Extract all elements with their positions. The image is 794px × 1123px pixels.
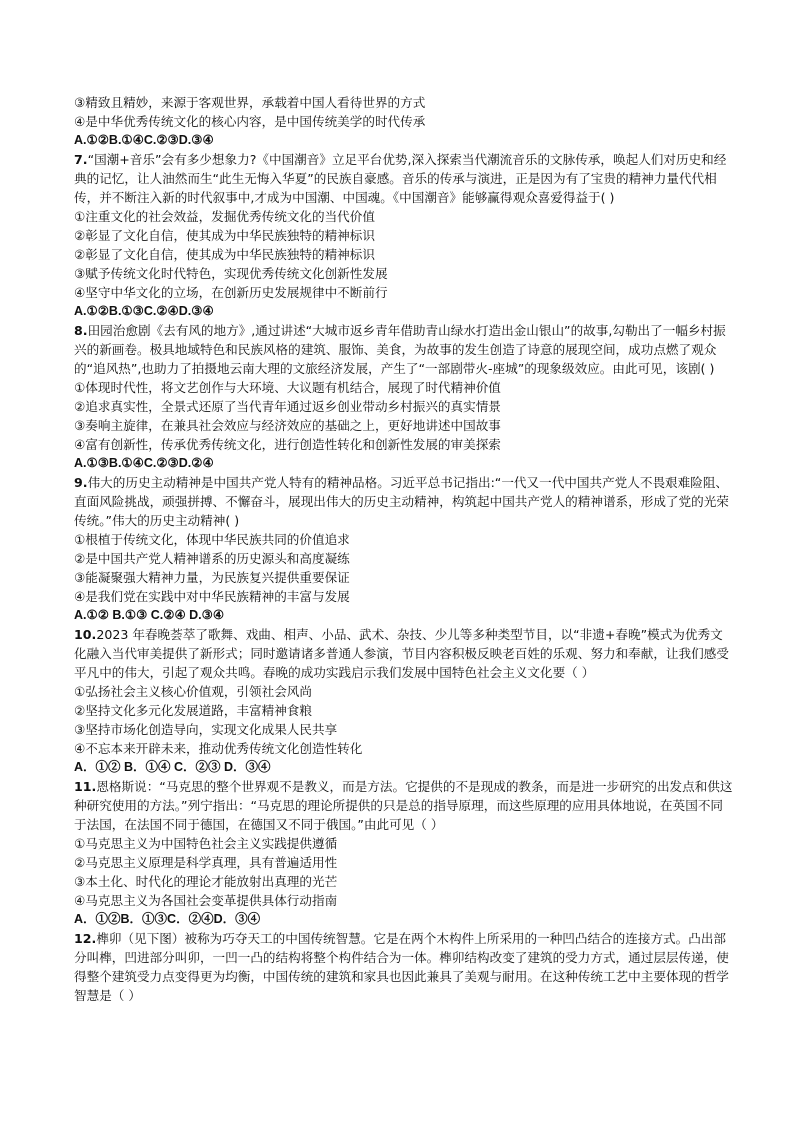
option-line: ②马克思主义原理是科学真理，具有普遍适用性 — [74, 855, 338, 870]
option-line: ④富有创新性，传承优秀传统文化，进行创造性转化和创新性发展的审美探索 — [74, 437, 501, 452]
option-line: ④马克思主义为各国社会变革提供具体行动指南 — [74, 893, 338, 908]
option-line: ④是我们党在实践中对中华民族精神的丰富与发展 — [74, 589, 350, 604]
option-line: ①体现时代性，将文艺创作与大环境、大议题有机结合，展现了时代精神价值 — [74, 380, 501, 395]
question-9-stem — [74, 473, 734, 530]
option-line: ②追求真实性，全景式还原了当代青年通过返乡创业带动乡村振兴的真实情景 — [74, 399, 501, 414]
option-line: ①马克思主义为中国特色社会主义实践提供遵循 — [74, 836, 338, 851]
question-number: 11. — [74, 779, 97, 794]
question-12-stem — [74, 929, 734, 1005]
option-line: ③奏响主旋律，在兼具社会效应与经济效应的基础之上，更好地讲述中国故事 — [74, 418, 501, 433]
question-text: 田园治愈剧《去有风的地方》,通过讲述“大城市返乡青年借助青山绿水打造出金山银山”的故事,勾勒出了一幅乡村振兴的新画卷。极具地域特色和民族风格的建筑、服饰、美食，为故事的发生创造了诗意的展现空间，成功点燃了观众的“追风热”,也助力了拍摄地云南大理的文旅经济发展，产生了“一部剧带火-座城”的现象级效应。由此可见，该剧( ) — [74, 323, 726, 376]
question-number: 8. — [74, 323, 88, 338]
answer-choices: A.①②B.①③C.②④D.③④ — [74, 304, 214, 318]
option-line: ②是中国共产党人精神谱系的历史源头和高度凝练 — [74, 551, 350, 566]
question-number: 10. — [74, 627, 97, 642]
question-text: 2023 年春晚荟萃了歌舞、戏曲、相声、小品、武术、杂技、少儿等多种类型节目，以“非遗+春晚”模式为优秀文化融入当代审美提供了新形式；同时邀请诸多普通人参演，节目内容积极反映老百姓的乐观、努力和奉献，让我们感受平凡中的伟大，引起了观众共鸣。春晚的成功实践启示我们发展中国特色社会主义文化要（ ） — [74, 627, 729, 680]
option-line: ④坚守中华文化的立场，在创新历史发展规律中不断前行 — [74, 285, 388, 300]
option-line: ①弘扬社会主义核心价值观，引领社会风尚 — [74, 684, 312, 699]
question-8-stem — [74, 321, 734, 378]
question-number: 12. — [74, 931, 97, 946]
option-line: ③精致且精妙，来源于客观世界，承载着中国人看待世界的方式 — [74, 95, 426, 110]
question-text: “国潮+音乐”会有多少想象力?《中国潮音》立足平台优势,深入探索当代潮流音乐的文脉传承，唤起人们对历史和经典的记忆，让人油然而生“此生无悔入华夏”的民族自豪感。音乐的传承与演进，正是因为有了宝贵的精神力量代代相传，并不断注入新的时代叙事中,才成为中国潮、中国魂。《中国潮音》能够赢得观众喜爱得益于( ) — [74, 152, 727, 205]
option-line: ③能凝聚强大精神力量，为民族复兴提供重要保证 — [74, 570, 350, 585]
question-number: 9. — [74, 475, 88, 490]
question-number: 7. — [74, 152, 88, 167]
answer-choices: A．①②B．①③C．②④D．③④ — [74, 912, 261, 926]
answer-choices: A.①③B.①④C.②③D.②④ — [74, 456, 214, 470]
option-line: ①注重文化的社会效益，发掘优秀传统文化的当代价值 — [74, 209, 375, 224]
option-line: ④是中华优秀传统文化的核心内容，是中国传统美学的时代传承 — [74, 114, 426, 129]
question-text: 榫卯（见下图）被称为巧夺天工的中国传统智慧。它是在两个木构件上所采用的一种凹凸结合的连接方式。凸出部分叫榫，凹进部分叫卯，一凹一凸的结构将整个构件结合为一体。榫卯结构改变了建筑的受力方式，通过层层传递，使得整个建筑受力点变得更为均衡，中国传统的建筑和家具也因此兼具了美观与耐用。在这种传统工艺中主要体现的哲学智慧是（ ） — [74, 931, 729, 1003]
question-7-stem — [74, 150, 734, 207]
option-line: ④不忘本来开辟未来，推动优秀传统文化创造性转化 — [74, 741, 363, 756]
option-line: ①根植于传统文化，体现中华民族共同的价值追求 — [74, 532, 350, 547]
question-text: 恩格斯说：“马克思的整个世界观不是教义，而是方法。它提供的不是现成的教条，而是进一步研究的出发点和供这种研究使用的方法。”列宁指出：“马克思的理论所提供的只是总的指导原理，而这些原理的应用具体地说，在英国不同于法国，在法国不同于德国，在德国又不同于俄国。”由此可见（ ） — [74, 779, 733, 832]
option-line: ②彰显了文化自信，使其成为中华民族独特的精神标识 — [74, 228, 375, 243]
option-line: ③本土化、时代化的理论才能放射出真理的光芒 — [74, 874, 338, 889]
option-line: ③坚持市场化创造导向，实现文化成果人民共享 — [74, 722, 338, 737]
option-line: ②彰显了文化自信，使其成为中华民族独特的精神标识 — [74, 247, 375, 262]
answer-choices: A.①② B.①③ C.②④ D.③④ — [74, 608, 225, 622]
question-text: 伟大的历史主动精神是中国共产党人特有的精神品格。习近平总书记指出:“一代又一代中国共产党人不畏艰难险阻、直面风险挑战，顽强拼搏、不懈奋斗，展现出伟大的历史主动精神，构筑起中国共产党人的精神谱系，形成了党的光荣传统。”伟大的历史主动精神( ) — [74, 475, 729, 528]
question-10-stem — [74, 625, 734, 682]
option-line: ③赋予传统文化时代特色，实现优秀传统文化创新性发展 — [74, 266, 388, 281]
exam-page — [74, 93, 734, 1005]
answer-choices: A．①② B．①④ C．②③ D．③④ — [74, 760, 271, 774]
option-line: ②坚持文化多元化发展道路，丰富精神食粮 — [74, 703, 312, 718]
question-11-stem — [74, 777, 734, 834]
answer-choices: A.①②B.①④C.②③D.③④ — [74, 133, 214, 147]
